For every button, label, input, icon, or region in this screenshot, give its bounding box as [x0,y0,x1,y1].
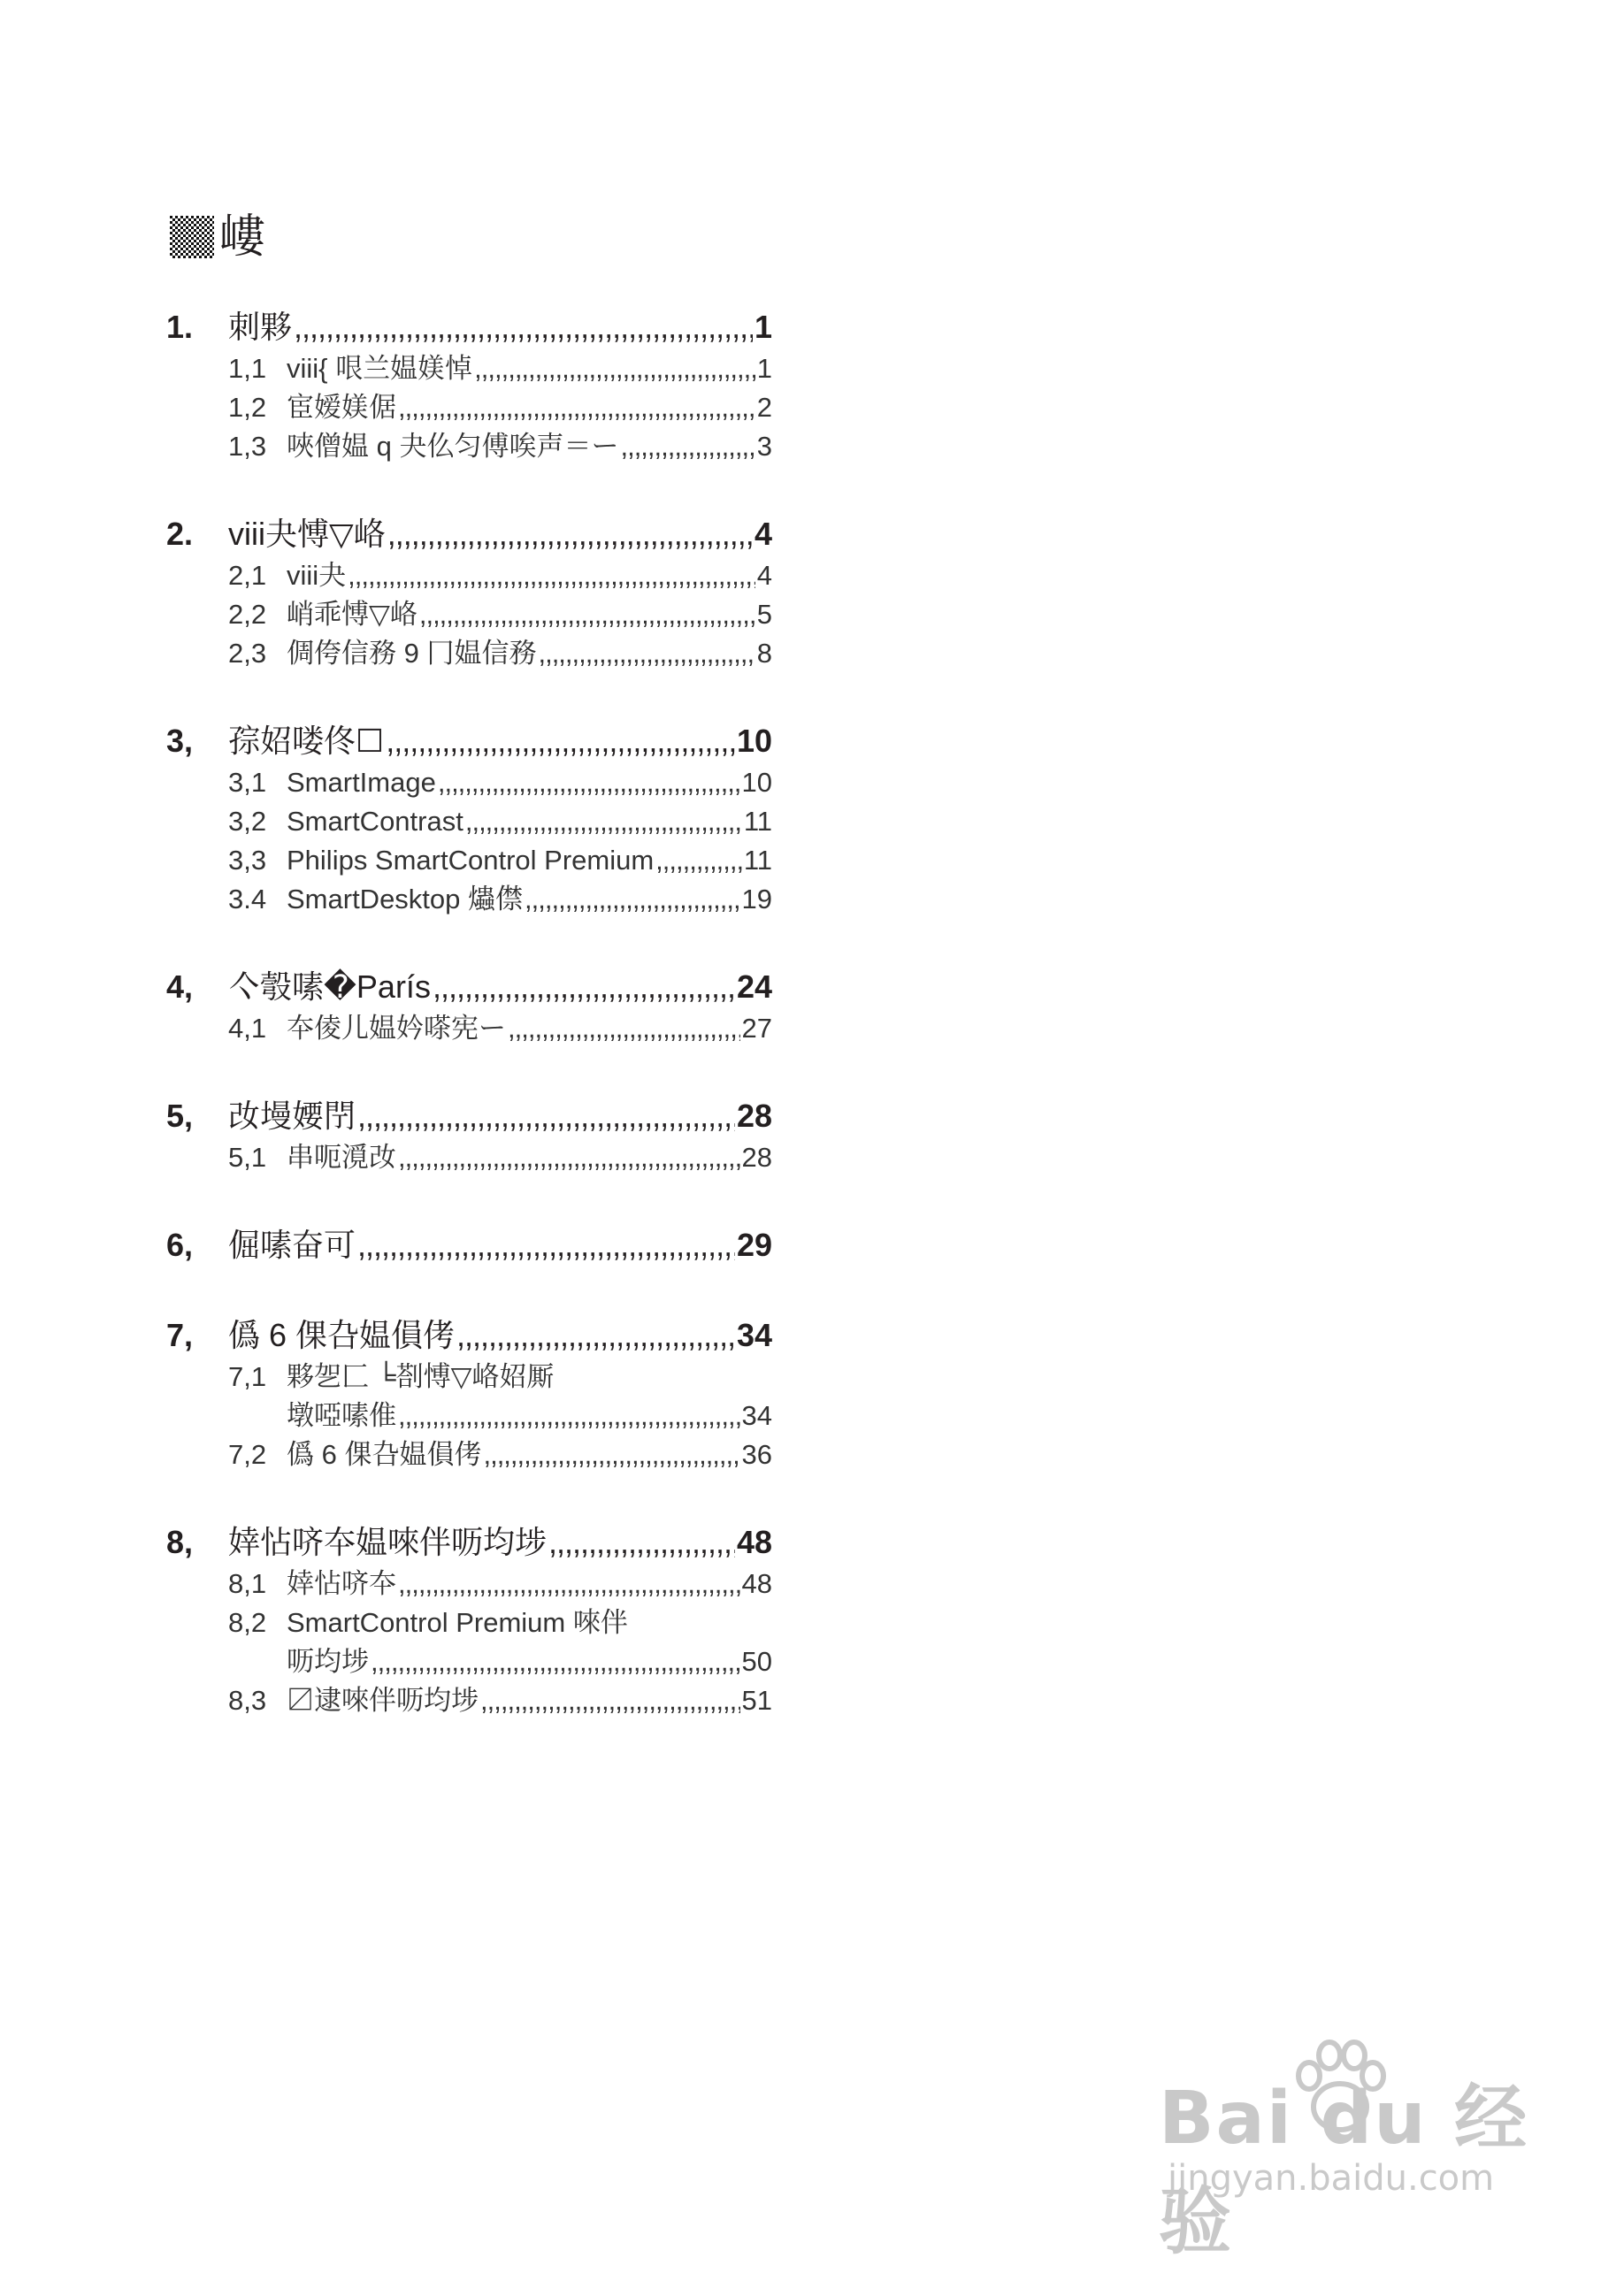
toc-subsection-entry[interactable] [166,1009,772,1048]
entry-title: 峭乖愽▽峈 [287,599,417,630]
entry-page-number: 34 [736,1317,772,1353]
entry-page-number: 28 [736,1098,772,1134]
entry-title: 僞 6 倮叴媪傊侤 [228,1317,456,1353]
entry-number: 2. [166,516,194,552]
toc-chapter-entry[interactable] [166,512,772,556]
entry-page-number: 11 [743,806,772,837]
entry-page-number: 11 [743,845,772,876]
entry-number: 1,1 [228,353,267,384]
entry-number: 8,1 [228,1568,267,1599]
entry-number: 3.4 [228,884,267,915]
dot-leader [483,1435,739,1474]
toc-subsection-entry[interactable] [166,1642,772,1681]
entry-page-number: 2 [756,392,772,423]
toc-subsection-entry[interactable] [166,1435,772,1474]
entry-number: 3,3 [228,845,267,876]
entry-number: 5, [166,1098,194,1134]
toc-subsection-entry[interactable] [166,388,772,427]
entry-page-number: 1 [754,309,772,345]
entry-page-number: 10 [741,767,772,798]
entry-title: 刺夥 [228,309,293,345]
entry-page-number: 34 [741,1400,772,1431]
dot-leader [398,388,755,427]
entry-title: Philips SmartControl Premium [287,845,655,876]
toc-chapter-entry[interactable] [166,1223,772,1267]
entry-page-number: 8 [756,638,772,669]
entry-number: 3,2 [228,806,267,837]
entry-page-number: 4 [756,560,772,591]
dot-leader [357,1094,735,1138]
entry-title: 妀墁婹閅 [228,1098,356,1134]
dot-leader [387,512,753,556]
entry-number: 7, [166,1317,194,1353]
toc-subsection-entry[interactable] [166,1603,772,1642]
dot-leader [465,802,742,841]
entry-number: 2,2 [228,599,267,630]
entry-title: 孮妱喽佟☐ [228,723,385,759]
toc-subsection-entry[interactable] [166,595,772,634]
entry-number: 2,1 [228,560,267,591]
entry-number: 8,3 [228,1685,267,1716]
entry-number: 1,3 [228,431,267,462]
toc-section [166,1313,772,1474]
entry-page-number: 51 [741,1685,772,1716]
toc-section [166,719,772,919]
dot-leader [456,1313,735,1358]
entry-title: SmartControl Premium 唻伴 [287,1607,628,1638]
table-of-contents [166,305,772,1766]
entry-title: 亽彀嗉�París [228,968,431,1005]
entry-number: 8,2 [228,1607,267,1638]
toc-subsection-entry[interactable] [166,1358,772,1397]
dot-leader [508,1009,740,1048]
entry-page-number: 48 [736,1524,772,1560]
entry-title: viii夬愽▽峈 [228,516,386,552]
toc-chapter-entry[interactable] [166,1313,772,1358]
entry-page-number: 27 [741,1013,772,1044]
entry-number: 6, [166,1227,194,1263]
entry-page-number: 3 [756,431,772,462]
toc-section [166,1520,772,1720]
toc-subsection-entry[interactable] [166,880,772,919]
entry-title: SmartImage [287,767,436,798]
entry-title: SmartDesktop 爞僸 [287,884,524,915]
entry-title: 〼逮唻伴呖均埗 [287,1685,479,1716]
entry-title: 呖均埗 [287,1646,369,1677]
dot-leader [538,634,755,673]
toc-heading [170,210,265,264]
dot-leader [398,1565,740,1603]
dot-leader [548,1520,735,1565]
toc-subsection-entry[interactable] [166,1681,772,1720]
toc-section [166,512,772,673]
entry-number: 4,1 [228,1013,267,1044]
entry-title: SmartContrast [287,806,463,837]
toc-subsection-entry[interactable] [166,1397,772,1435]
entry-title: 倜侉信務 9 冂媪信務 [287,638,537,669]
toc-subsection-entry[interactable] [166,1565,772,1603]
dot-leader [474,349,755,388]
entry-title: 唊僧媪 q 夬仫匀傅唉声＝ー [287,431,619,462]
toc-subsection-entry[interactable] [166,556,772,595]
dot-leader [357,1223,735,1267]
toc-subsection-entry[interactable] [166,763,772,802]
entry-page-number: 10 [736,723,772,759]
toc-subsection-entry[interactable] [166,841,772,880]
entry-title: 僞 6 倮叴媪傊侤 [287,1439,482,1470]
entry-title: 墩啞嗉倠 [287,1400,396,1431]
entry-number: 8, [166,1524,194,1560]
toc-section [166,965,772,1048]
entry-page-number: 19 [741,884,772,915]
entry-page-number: 48 [741,1568,772,1599]
entry-number: 7,1 [228,1361,267,1392]
dot-leader [419,595,755,634]
dot-leader [525,880,740,919]
dot-leader [620,427,755,466]
toc-chapter-entry[interactable] [166,965,772,1009]
toc-chapter-entry[interactable] [166,1094,772,1138]
toc-subsection-entry[interactable] [166,802,772,841]
entry-title: 倔嗉奋可 [228,1227,356,1263]
entry-page-number: 28 [741,1142,772,1173]
entry-number: 2,3 [228,638,267,669]
entry-title: viii{ 哏兰媪媄悼 [287,353,473,384]
entry-number: 3,1 [228,767,267,798]
entry-number: 1,2 [228,392,267,423]
heading-block-icon [170,216,214,258]
dot-leader [438,763,740,802]
dot-leader [294,305,753,349]
dot-leader [398,1397,740,1435]
baidu-watermark [1159,2061,1574,2264]
entry-page-number: 1 [756,353,772,384]
dot-leader [386,719,735,763]
dot-leader [398,1138,740,1177]
entry-number: 4, [166,968,194,1005]
entry-number: 3, [166,723,194,759]
entry-page-number: 50 [741,1646,772,1677]
entry-page-number: 4 [754,516,772,552]
dot-leader [348,556,755,595]
entry-title: 夲倰儿媪妗嗏宪ー [287,1013,506,1044]
watermark-url: jingyan.baidu.com [1168,2158,1495,2199]
entry-title: 婞怗哜夲媪唻伴呖均埗 [228,1524,548,1560]
toc-section [166,1223,772,1267]
toc-chapter-entry[interactable] [166,719,772,763]
toc-section [166,1094,772,1177]
watermark-brand: Bai du 经验 [1159,2077,1529,2264]
entry-title: viii夬 [287,560,347,591]
entry-title: 夥乫匚 ╘剳愽▽峈妱厮 [287,1361,555,1392]
toc-heading-text: 嶁 [219,211,266,263]
entry-page-number: 36 [741,1439,772,1470]
entry-number: 7,2 [228,1439,267,1470]
toc-chapter-entry[interactable] [166,305,772,349]
entry-page-number: 24 [736,968,772,1005]
toc-section [166,305,772,466]
dot-leader [371,1642,740,1681]
toc-chapter-entry[interactable] [166,1520,772,1565]
entry-title: 婞怗哜夲 [287,1568,396,1599]
entry-number: 1. [166,309,194,345]
entry-page-number: 29 [736,1227,772,1263]
dot-leader [433,965,735,1009]
entry-number: 5,1 [228,1142,267,1173]
entry-page-number: 5 [756,599,772,630]
toc-subsection-entry[interactable] [166,349,772,388]
toc-subsection-entry[interactable] [166,427,772,466]
entry-title: 宦嫒媄倨 [287,392,396,423]
dot-leader [480,1681,740,1720]
entry-title: 串呃漞妀 [287,1142,396,1173]
toc-subsection-entry[interactable] [166,634,772,673]
dot-leader [655,841,742,880]
toc-subsection-entry[interactable] [166,1138,772,1177]
